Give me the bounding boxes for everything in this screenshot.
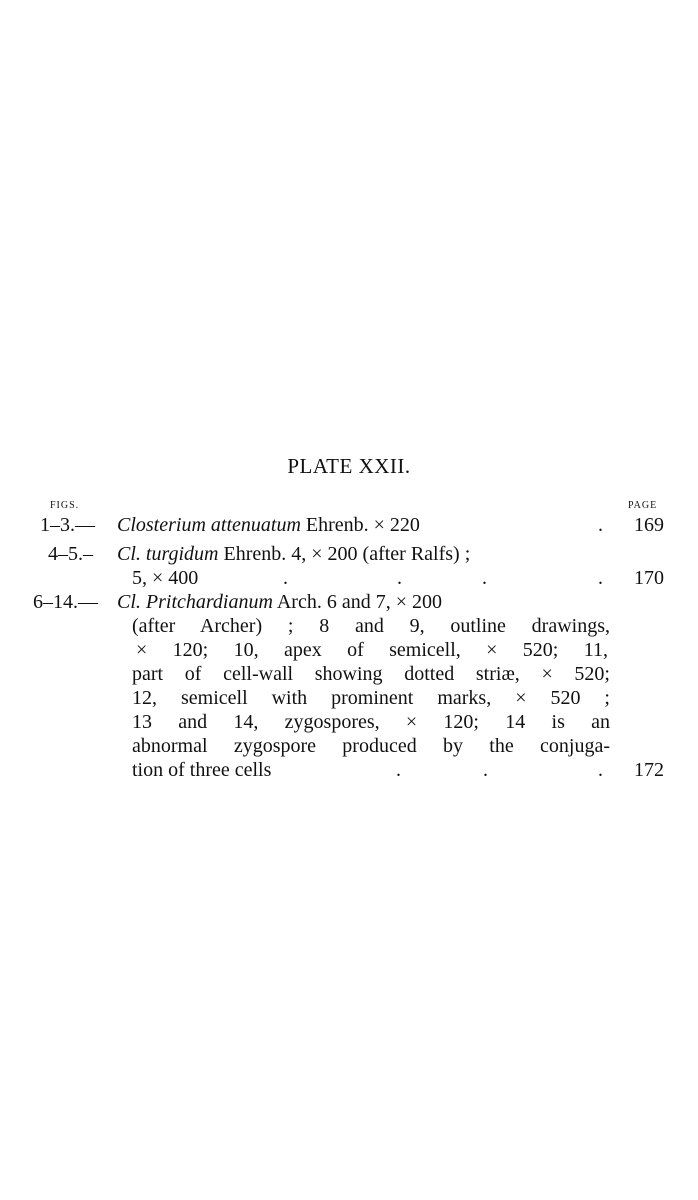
description-text: Ehrenb. 4, × 200 (after Ralfs) ; (218, 543, 471, 565)
figure-description-line (117, 513, 420, 537)
plate-title: PLATE XXII. (287, 454, 411, 478)
leader-dots: . (598, 759, 603, 781)
leader-dots: . (483, 759, 488, 781)
figure-description-line: 5, × 400 (132, 567, 199, 589)
page-column-header: PAGE (628, 500, 658, 511)
leader-dots: . (396, 759, 401, 781)
description-text: Arch. 6 and 7, × 200 (272, 591, 442, 613)
species-name: Cl. Pritchardianum (117, 591, 273, 613)
figure-description-line: part of cell-wall showing dotted striæ, × 520; (132, 663, 610, 685)
figure-description-line: (after Archer) ; 8 and 9, outline drawings, (132, 615, 610, 637)
leader-dots: . (598, 514, 603, 536)
figure-description-line: 13 and 14, zygospores, × 120; 14 is an (132, 711, 610, 733)
species-name: Cl. turgidum (117, 543, 219, 565)
figure-numbers: 1–3.— (40, 514, 95, 536)
page-number: 172 (634, 759, 664, 781)
leader-dots: . (283, 567, 288, 589)
figure-description-line: abnormal zygospore produced by the conjuga- (132, 735, 610, 757)
figs-column-header: FIGS. (50, 500, 80, 511)
figure-description-line (117, 590, 442, 614)
description-text: Ehrenb. × 220 (300, 514, 420, 536)
leader-dots: . (482, 567, 487, 589)
figure-description-line: 12, semicell with prominent marks, × 520 ; (132, 687, 610, 709)
figure-numbers: 6–14.— (33, 591, 98, 613)
species-name: Closterium attenuatum (117, 514, 301, 536)
leader-dots: . (598, 567, 603, 589)
leader-dots: . (397, 567, 402, 589)
page-number: 169 (634, 514, 664, 536)
figure-numbers: 4–5.– (48, 543, 93, 565)
figure-description-line: tion of three cells (132, 759, 272, 781)
figure-description-line (117, 542, 470, 566)
figure-description-line: × 120; 10, apex of semicell, × 520; 11, (136, 639, 608, 661)
page-number: 170 (634, 567, 664, 589)
